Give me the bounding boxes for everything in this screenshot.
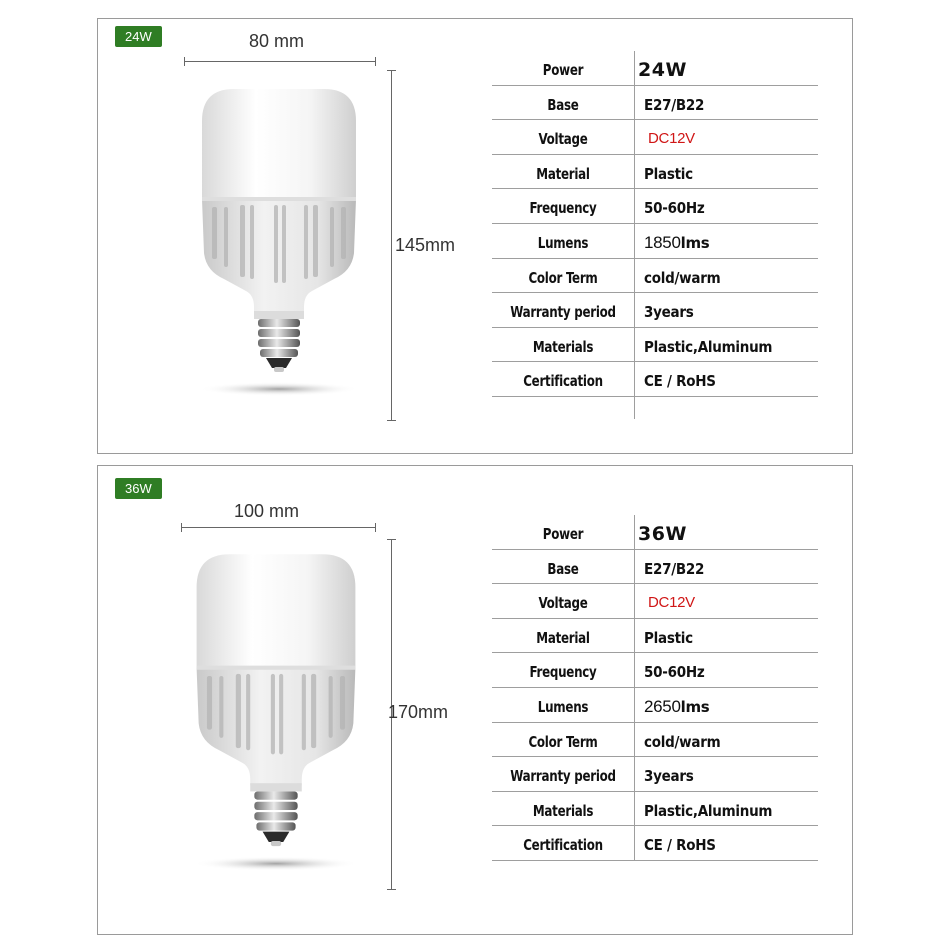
- spec-separator: [634, 259, 635, 293]
- spec-row: [492, 155, 818, 190]
- spec-value: CE / RoHS: [644, 836, 716, 855]
- spec-row: [492, 757, 818, 792]
- spec-separator: [634, 653, 635, 687]
- spec-separator: [634, 51, 635, 85]
- width-label: 100 mm: [234, 501, 300, 521]
- spec-value: Plastic: [644, 164, 693, 183]
- spec-separator: [634, 362, 635, 396]
- spec-key: Lumens: [537, 697, 589, 716]
- spec-row: [492, 362, 818, 397]
- spec-separator: [634, 515, 635, 549]
- spec-value: DC12V: [648, 594, 695, 612]
- spec-value: cold/warm: [644, 732, 721, 751]
- spec-key: Materials: [532, 801, 594, 820]
- spec-row: [492, 688, 818, 723]
- spec-separator: [634, 619, 635, 653]
- spec-separator: [634, 688, 635, 722]
- spec-value: Plastic,Aluminum: [644, 801, 773, 820]
- spec-separator: [634, 86, 635, 120]
- spec-value: 50-60Hz: [644, 199, 705, 218]
- spec-row: [492, 328, 818, 363]
- spec-separator: [634, 155, 635, 189]
- spec-row: [492, 515, 818, 550]
- spec-value: CE / RoHS: [644, 372, 716, 391]
- product-panel-24w: [97, 18, 853, 454]
- led-bulb-icon: [194, 81, 364, 401]
- spec-row: [492, 259, 818, 294]
- spec-value: 50-60Hz: [644, 663, 705, 682]
- spec-key: Color Term: [528, 732, 598, 751]
- spec-key: Base: [547, 95, 579, 114]
- spec-key: Warranty period: [510, 303, 616, 322]
- spec-separator: [634, 328, 635, 362]
- spec-key: Warranty period: [510, 767, 616, 786]
- spec-separator: [634, 723, 635, 757]
- spec-value: 3years: [644, 303, 694, 322]
- spec-table: [492, 515, 818, 861]
- spec-value: [644, 688, 709, 722]
- height-label: 170mm: [388, 702, 449, 722]
- spec-separator: [634, 189, 635, 223]
- spec-value-number: 2650: [644, 696, 681, 716]
- height-label: 145mm: [395, 235, 456, 255]
- spec-value: E27/B22: [644, 95, 705, 114]
- spec-key: Power: [542, 525, 584, 543]
- spec-table-tail: [634, 397, 635, 419]
- spec-value: [644, 224, 709, 258]
- spec-value: 24W: [638, 59, 687, 81]
- spec-separator: [634, 550, 635, 584]
- spec-key: Materials: [532, 337, 594, 356]
- spec-separator: [634, 120, 635, 154]
- spec-row: [492, 224, 818, 259]
- spec-row: [492, 550, 818, 585]
- wattage-badge: 36W: [115, 478, 162, 499]
- spec-value-number: 1850: [644, 232, 681, 252]
- spec-separator: [634, 584, 635, 618]
- spec-separator: [634, 826, 635, 860]
- spec-row: [492, 653, 818, 688]
- spec-value-unit: lms: [680, 233, 710, 252]
- spec-row: [492, 619, 818, 654]
- spec-row: [492, 723, 818, 758]
- spec-separator: [634, 293, 635, 327]
- spec-key: Certification: [523, 372, 603, 391]
- spec-row: [492, 189, 818, 224]
- spec-separator: [634, 792, 635, 826]
- spec-value: DC12V: [648, 130, 695, 148]
- spec-key: Frequency: [529, 199, 597, 218]
- spec-row: [492, 86, 818, 121]
- spec-value: E27/B22: [644, 559, 705, 578]
- product-panel-36w: [97, 465, 853, 935]
- spec-key: Frequency: [529, 663, 597, 682]
- spec-value: 3years: [644, 767, 694, 786]
- width-dimension-line: [184, 61, 376, 62]
- spec-value: Plastic,Aluminum: [644, 337, 773, 356]
- spec-key: Voltage: [538, 594, 588, 613]
- spec-value: cold/warm: [644, 268, 721, 287]
- spec-key: Color Term: [528, 268, 598, 287]
- spec-key: Base: [547, 559, 579, 578]
- spec-separator: [634, 757, 635, 791]
- spec-value: Plastic: [644, 628, 693, 647]
- spec-key: Certification: [523, 836, 603, 855]
- spec-key: Material: [536, 164, 590, 183]
- spec-value: 36W: [638, 523, 687, 545]
- led-bulb-icon: [188, 546, 364, 876]
- spec-key: Power: [542, 61, 584, 79]
- spec-key: Material: [536, 628, 590, 647]
- width-label: 80 mm: [249, 31, 305, 51]
- spec-row: [492, 584, 818, 619]
- spec-value-unit: lms: [680, 697, 710, 716]
- spec-separator: [634, 224, 635, 258]
- spec-table: [492, 51, 818, 397]
- spec-row: [492, 826, 818, 861]
- spec-row: [492, 120, 818, 155]
- spec-row: [492, 51, 818, 86]
- height-dimension-line: [391, 70, 392, 421]
- spec-key: Lumens: [537, 233, 589, 252]
- wattage-badge: 24W: [115, 26, 162, 47]
- width-dimension-line: [181, 527, 376, 528]
- spec-key: Voltage: [538, 130, 588, 149]
- spec-row: [492, 792, 818, 827]
- spec-row: [492, 293, 818, 328]
